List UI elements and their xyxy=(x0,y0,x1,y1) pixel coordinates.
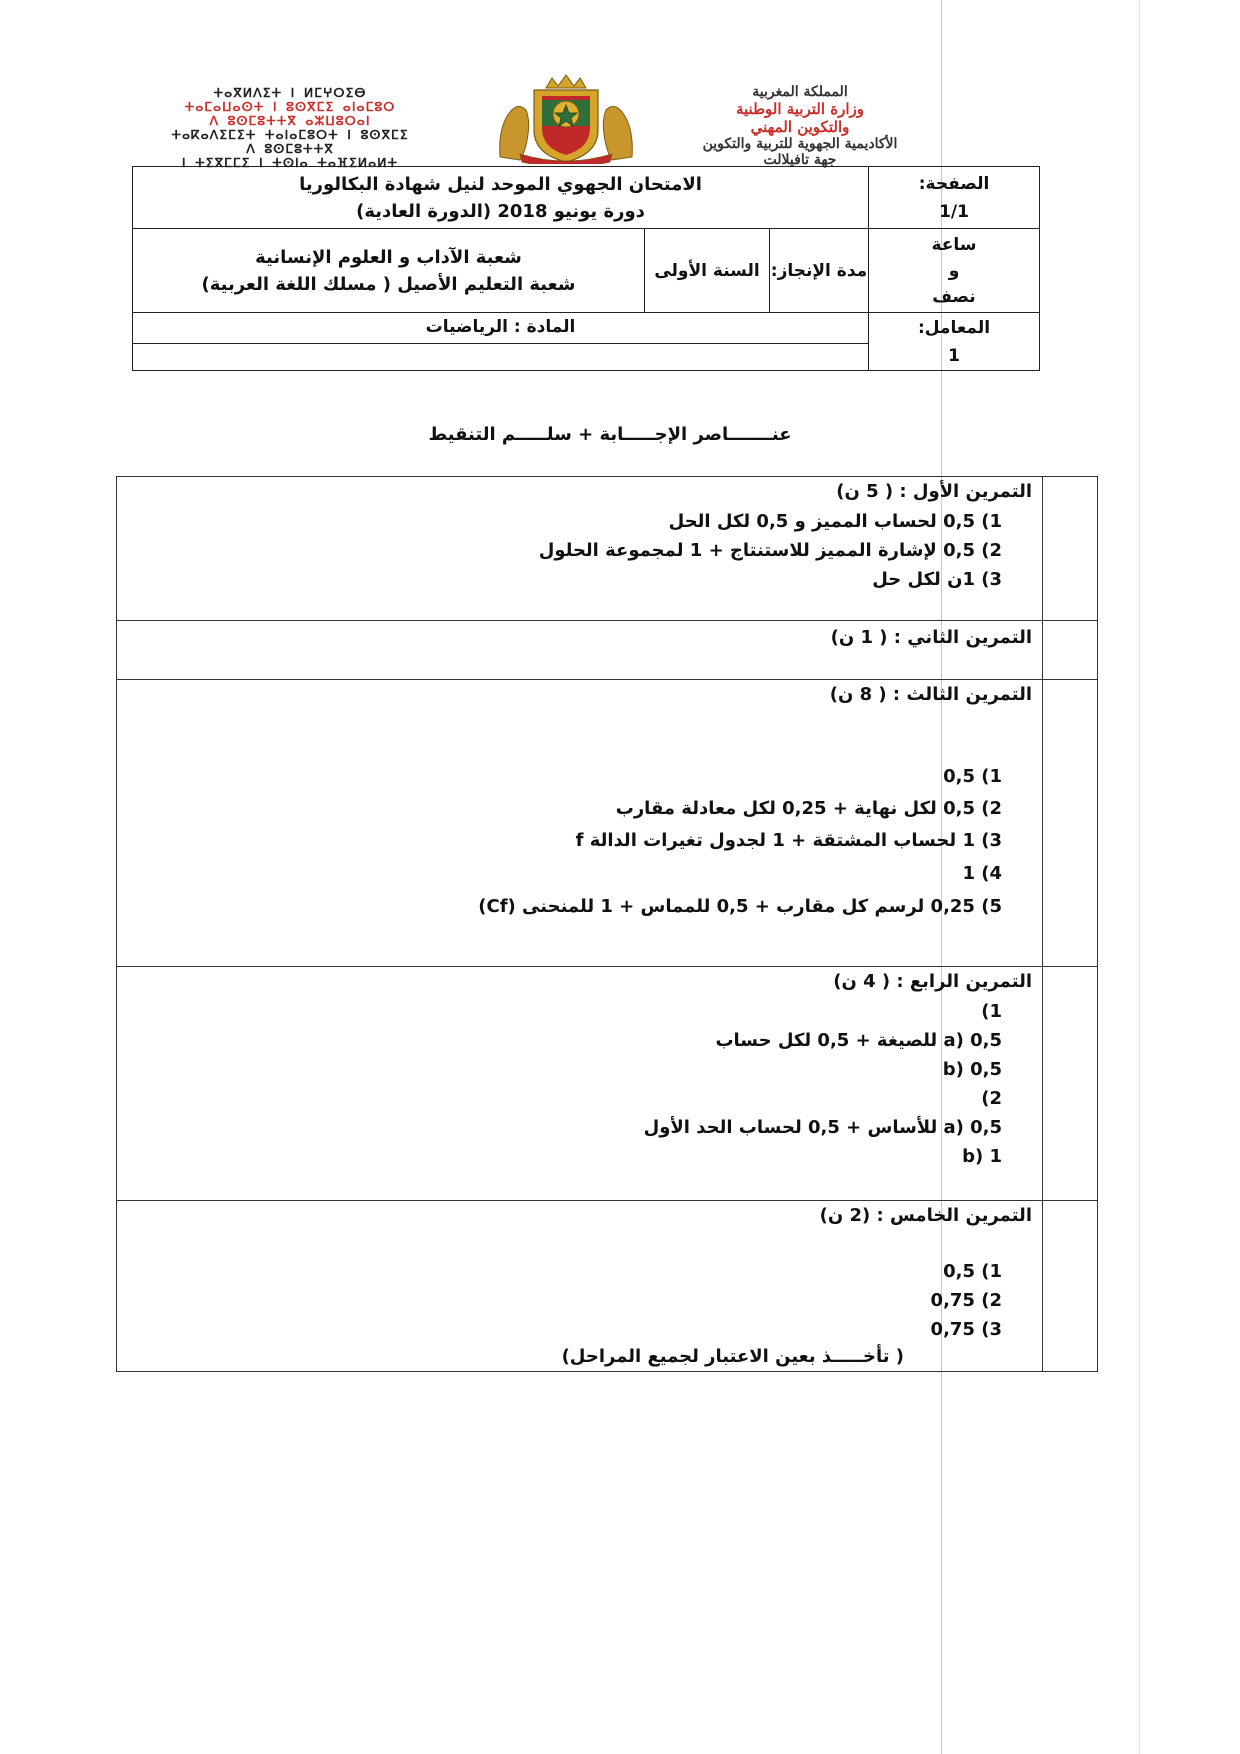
coefficient-value: 1 xyxy=(948,345,960,366)
branch-line: شعبة التعليم الأصيل ( مسلك اللغة العربية) xyxy=(201,273,576,295)
exercise-content xyxy=(117,680,1043,967)
exam-session: دورة يونيو 2018 (الدورة العادية) xyxy=(356,200,645,222)
exercise-line: 3) 1ن لكل حل xyxy=(872,569,1002,590)
exercise-row xyxy=(117,967,1098,1201)
exercise-row xyxy=(117,477,1098,621)
region-name: جهة تافيلالت xyxy=(763,152,837,168)
exercise-title: التمرين الرابع : ( 4 ن) xyxy=(833,971,1032,992)
exercise-line: 2) 0,5 لإشارة المميز للاستنتاج + 1 لمجموعة الحلول xyxy=(538,540,1002,561)
score-column xyxy=(1043,477,1098,621)
ministry-name: وزارة التربية الوطنية xyxy=(735,100,864,118)
exercise-row xyxy=(117,680,1098,967)
tifinagh-line: ⴷ ⵓⵙⵎⵓⵜⵜⴳ ⴰⵣⵡⵓⵔⴰⵏ xyxy=(209,113,371,128)
duration-label: مدة الإنجاز: xyxy=(770,229,869,313)
exercise-line: 2) 0,5 لكل نهاية + 0,25 لكل معادلة مقارب xyxy=(615,798,1002,819)
exercise-line: 5) 0,25 لرسم كل مقارب + 0,5 للمماس + 1 للمنحنى (Cf) xyxy=(478,896,1002,917)
branch-line: شعبة الآداب و العلوم الإنسانية xyxy=(255,246,522,268)
level-value: السنة الأولى xyxy=(645,229,770,313)
page-number: 1/1 xyxy=(939,201,969,222)
score-column xyxy=(1043,680,1098,967)
tifinagh-line: ⵜⴰⵎⴰⵡⴰⵙⵜ ⵏ ⵓⵙⴳⵎⵉ ⴰⵏⴰⵎⵓⵔ xyxy=(184,99,396,114)
exercise-title: التمرين الثالث : ( 8 ن) xyxy=(829,684,1032,705)
exercise-line: a) 0,5 للأساس + 0,5 لحساب الحد الأول xyxy=(643,1117,1002,1138)
exam-title-cell xyxy=(133,167,869,229)
exercise-line: 1) 0,5 لحساب المميز و 0,5 لكل الحل xyxy=(668,511,1002,532)
exercise-line: a) 0,5 للصيغة + 0,5 لكل حساب xyxy=(715,1030,1002,1051)
coefficient-label: المعامل: xyxy=(917,317,991,338)
page-label: الصفحة: xyxy=(918,173,990,194)
ministry-name-2: والتكوين المهني xyxy=(750,118,850,136)
scoring-table xyxy=(116,476,1098,1372)
exam-title: الامتحان الجهوي الموحد لنيل شهادة البكالوريا xyxy=(299,173,702,195)
page-title: عنـــــــاصر الإجـــــابة + سلـــــم التنقيط xyxy=(428,424,792,445)
exercise-line: 1) 0,5 xyxy=(943,766,1002,787)
exercise-title: التمرين الخامس : (2 ن) xyxy=(819,1205,1032,1226)
ministry-kingdom: المملكة المغربية xyxy=(752,84,848,100)
exercise-line: b) 0,5 xyxy=(942,1059,1002,1080)
exercise-line: 2) xyxy=(981,1088,1002,1109)
exercise-line: 3) 1 لحساب المشتقة + 1 لجدول تغيرات الدالة f xyxy=(575,830,1002,851)
exercise-title: التمرين الثاني : ( 1 ن) xyxy=(830,627,1032,648)
exercise-content xyxy=(117,1201,1043,1372)
exercise-line: 1) 0,5 xyxy=(943,1261,1002,1282)
exercise-note: ( تأخـــــذ بعين الاعتبار لجميع المراحل) xyxy=(561,1346,904,1367)
score-column xyxy=(1043,621,1098,680)
exercise-line: b) 1 xyxy=(962,1146,1002,1167)
subject-cell xyxy=(133,313,869,371)
tifinagh-header xyxy=(140,86,440,170)
exercise-content xyxy=(117,967,1043,1201)
exercise-row xyxy=(117,621,1098,680)
coefficient-cell xyxy=(869,313,1040,371)
exercise-content xyxy=(117,477,1043,621)
score-column xyxy=(1043,1201,1098,1372)
coat-of-arms-emblem xyxy=(490,72,642,164)
subject: المادة : الرياضيات xyxy=(425,317,576,337)
exercise-line: 4) 1 xyxy=(962,863,1002,884)
ministry-header xyxy=(650,84,950,168)
tifinagh-line: ⵜⴰⴽⴰⴷⵉⵎⵉⵜ ⵜⴰⵏⴰⵎⵓⵔⵜ ⵏ ⵓⵙⴳⵎⵉ xyxy=(171,127,409,142)
score-column xyxy=(1043,967,1098,1201)
tifinagh-line: ⴷ ⵓⵙⵎⵓⵜⵜⴳ xyxy=(246,141,334,156)
exam-info-table xyxy=(132,166,1040,371)
tifinagh-line: ⵜⴰⴳⵍⴷⵉⵜ ⵏ ⵍⵎⵖⵔⵉⴱ xyxy=(213,85,367,100)
academy-name: الأكاديمية الجهوية للتربية والتكوين xyxy=(702,136,898,152)
tifinagh-line: ⵏ ⵜⵉⴳⵎⵎⵉ ⵏ ⵜⵙⵏⴰ ⵜⴰⴼⵉⵍⴰⵍⵜ xyxy=(181,155,399,170)
page-cell xyxy=(869,167,1040,229)
exercise-line: 3) 0,75 xyxy=(930,1319,1002,1340)
branch-cell xyxy=(133,229,645,313)
exercise-line: 1) xyxy=(981,1001,1002,1022)
exercise-row xyxy=(117,1201,1098,1372)
exercise-content xyxy=(117,621,1043,680)
exercise-line: 2) 0,75 xyxy=(930,1290,1002,1311)
scan-line xyxy=(1139,0,1140,1754)
duration-value: ساعة و نصف xyxy=(869,229,1040,313)
exercise-title: التمرين الأول : ( 5 ن) xyxy=(836,481,1032,502)
